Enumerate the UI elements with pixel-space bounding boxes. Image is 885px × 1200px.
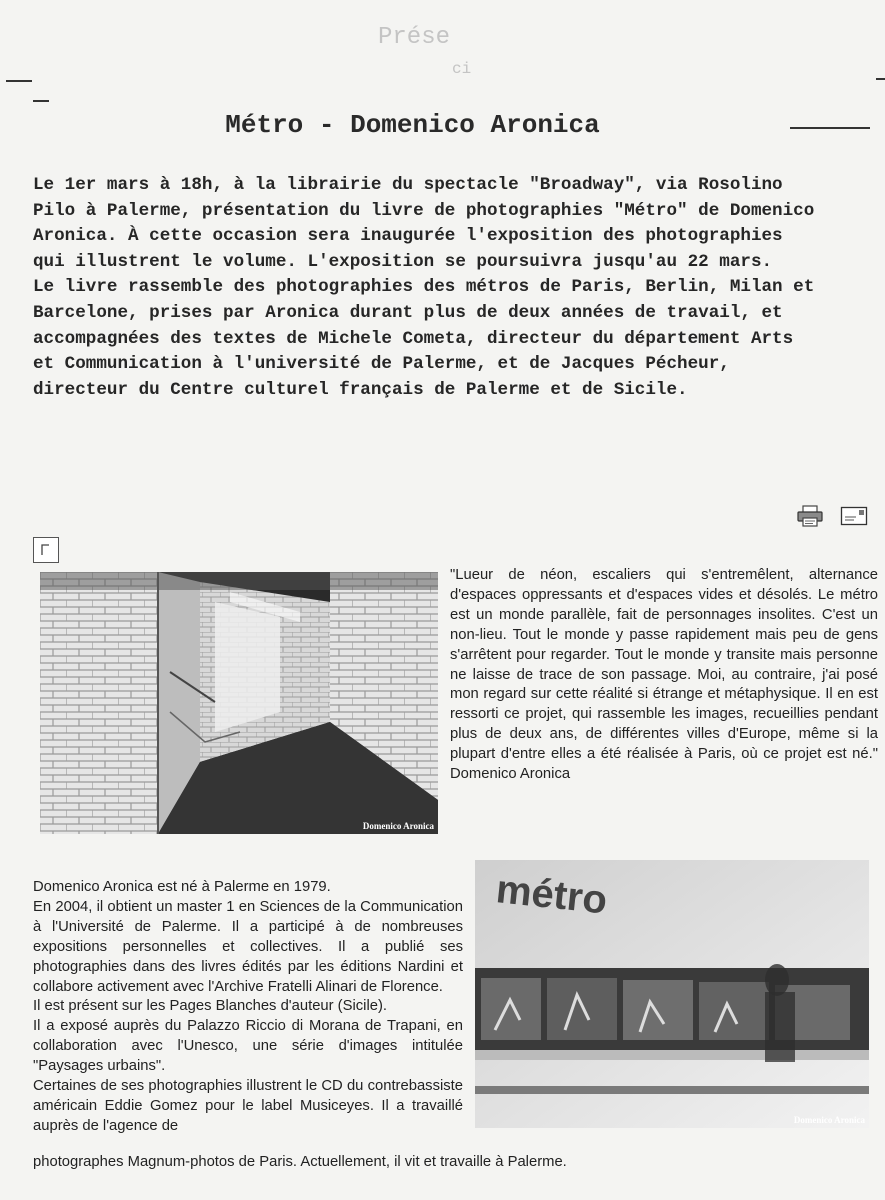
intro-text: [33, 173, 823, 403]
scan-edge-mark: [33, 100, 49, 102]
bio-paragraph: En 2004, il obtient un master 1 en Sciences de la Communication à l'Université de Palerme. Il a participé à de nombreuses expositions personnelles et collectives. Il a publié ses photographies dans des livres édités par les éditions Nardini et collabore activement avec l'Archive Fratelli Alinari de Florence.: [33, 898, 463, 995]
scan-edge-mark: [6, 80, 32, 82]
metro-platform-photo: [475, 860, 869, 1128]
bio-paragraph: Certaines de ses photographies illustrent le CD du contrebassiste américain Eddie Gomez pour le label Musiceyes. Il a travaillé auprès de l'agence de: [33, 1078, 463, 1134]
envelope-icon[interactable]: [840, 505, 868, 527]
artist-biography: [33, 878, 463, 1137]
printer-icon[interactable]: [796, 505, 824, 527]
ghost-stamp-line: Prése: [378, 24, 451, 51]
ghost-stamp-line: ci: [452, 60, 472, 78]
page-title: Métro - Domenico Aronica: [225, 110, 600, 140]
intro-paragraph: Le livre rassemble des photographies des métros de Paris, Berlin, Milan et Barcelone, prises par Aronica durant plus de deux années de travail, et accompagnées des textes de Michele Cometa, directeur du département Arts et Communication à l'université de Palerme, et de Jacques Pécheur, directeur du Centre culturel français de Palerme et de Sicile.: [33, 277, 815, 400]
metro-sign-text: métro: [494, 867, 610, 923]
bio-paragraph: Il est présent sur les Pages Blanches d'auteur (Sicile).: [33, 998, 388, 1015]
bio-paragraph-end: photographes Magnum-photos de Paris. Actuellement, il vit et travaille à Palerme.: [33, 1154, 567, 1170]
intro-paragraph: Le 1er mars à 18h, à la librairie du spectacle "Broadway", via Rosolino Pilo à Palerme, présentation du livre de photographies "Métro" de Domenico Aronica. À cette occasion sera inaugurée l'exposition des photographies qui illustrent le volume. L'exposition se poursuivra jusqu'au 22 mars.: [33, 175, 815, 272]
scan-edge-mark: [876, 78, 885, 80]
artist-quote: "Lueur de néon, escaliers qui s'entremêlent, alternance d'espaces oppressants et d'espaces vides et désolés. Le métro est un monde parallèle, fait de personnages insolites. C'est un non-lieu. Tout le monde y passe rapidement mais peu de gens s'arrêtent pour regarder. Tout le monde y transite mais personne ne laisse de trace de son passage. Moi, au contraire, j'ai posé mon regard sur cette réalité si étrange et métaphysique. Il en est ressorti ce projet, qui rassemble les images, recueillies pendant plus de deux ans, de différentes villes d'Europe, même si la plupart d'entre elles a été réalisée à Paris, où ce projet est né." Domenico Aronica: [450, 567, 878, 783]
bio-paragraph: Domenico Aronica est né à Palerme en 1979.: [33, 879, 331, 895]
photo-credit: Domenico Aronica: [362, 821, 434, 831]
frame-icon: [33, 537, 59, 563]
metro-corridor-photo: [40, 572, 438, 834]
photo-credit: Domenico Aronica: [793, 1115, 865, 1125]
bio-paragraph: Il a exposé auprès du Palazzo Riccio di Morana de Trapani, en collaboration avec l'Unesco, une série d'images intitulée "Paysages urbains".: [33, 1018, 463, 1075]
